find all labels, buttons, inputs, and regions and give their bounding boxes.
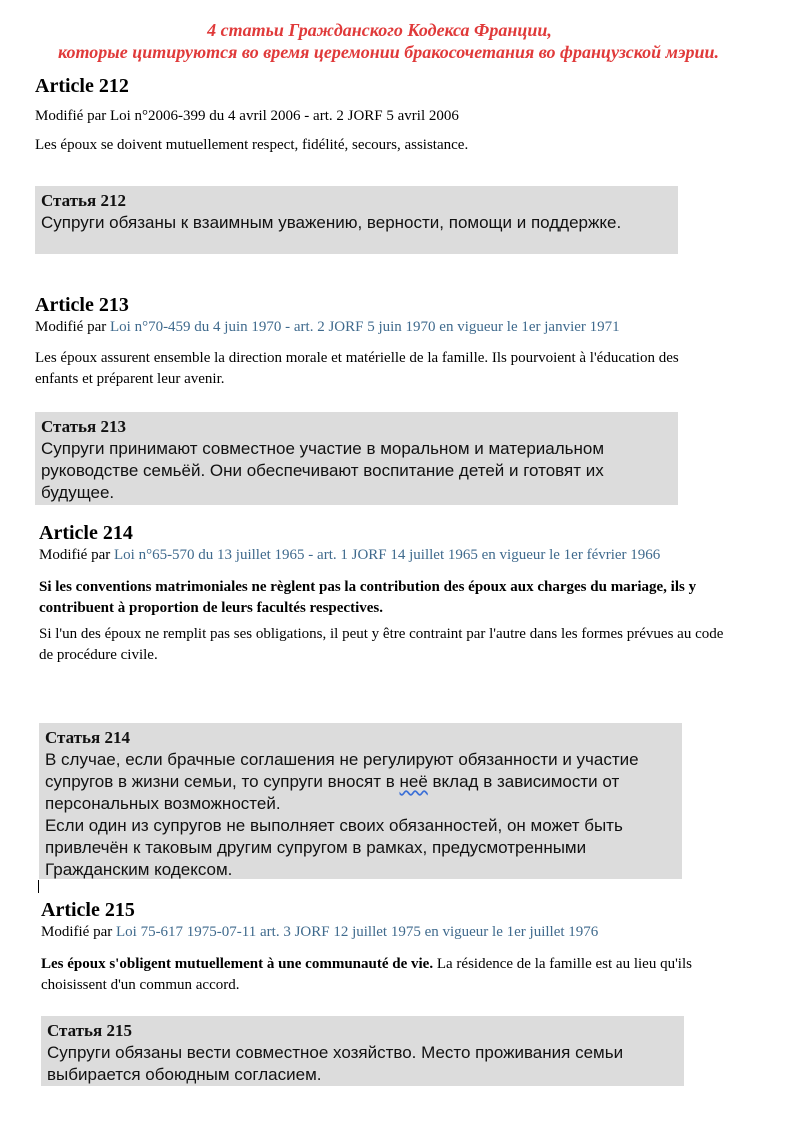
header-line-1: 4 статьи Гражданского Кодекса Франции, [207,20,552,40]
header-line-2: которые цитируются во время церемонии бракосочетания во французской мэрии. [58,42,719,62]
modif-prefix: Modifié par [41,924,116,940]
article-title: Article 215 [41,899,135,921]
article-215-section [41,898,731,996]
modif-prefix: Modifié par [39,547,114,563]
article-212-section [35,74,735,156]
modif-prefix: Modifié par [35,319,110,335]
article-text: Les époux assurent ensemble la direction morale et matérielle de la famille. Ils pourvoient à l'éducation des enfants et préparent leur avenir. [35,350,679,387]
modification-note [35,317,735,338]
russian-text-b: вклад в зависимости от персональных возможностей. [45,772,620,813]
russian-title: Статья 212 [41,191,126,210]
law-link[interactable]: Loi n°65-570 du 13 juillet 1965 - art. 1 JORF 14 juillet 1965 en vigueur le 1er février 1966 [113,547,661,563]
article-214-section [39,521,729,666]
article-text-bold: Si les conventions matrimoniales ne règlent pas la contribution des époux aux charges du mariage, ils y contribuent à proportion de leurs facultés respectives. [39,579,697,616]
article-text-bold: Les époux s'obligent mutuellement à une communauté de vie. [41,956,434,972]
russian-translation-214 [39,723,682,879]
russian-title: Статья 213 [41,417,126,436]
article-text: Si l'un des époux ne remplit pas ses obligations, il peut y être contraint par l'autre dans les formes prévues au code de procédure civile. [39,626,724,663]
article-title: Article 212 [35,75,129,97]
law-link[interactable]: Loi n°70-459 du 4 juin 1970 - art. 2 JORF 5 juin 1970 en vigueur le 1er janvier 1971 [109,319,620,335]
modification-note [39,545,729,566]
article-title: Article 214 [39,522,133,544]
text-cursor [38,880,39,893]
article-text-rest: La résidence de la famille est au lieu qu'ils choisissent d'un commun accord. [41,956,692,993]
russian-text-c: Если один из супругов не выполняет своих обязанностей, он может быть привлечён к таковым другим супругом в рамках, предусмотренными Гражданским кодексом. [45,816,623,879]
article-title: Article 213 [35,294,129,316]
russian-text: Супруги обязаны вести совместное хозяйство. Место проживания семьи выбирается обоюдным согласием. [47,1043,624,1084]
russian-text: Супруги принимают совместное участие в моральном и материальном руководстве семьёй. Они обеспечивают воспитание детей и готовят их будущее. [41,439,605,502]
russian-title: Статья 214 [45,728,130,747]
russian-text-a: В случае, если брачные соглашения не регулируют обязанности и участие супругов в жизни семьи, то супруги вносят в [45,750,639,791]
spellcheck-word: неё [399,772,428,791]
russian-translation-215 [41,1016,684,1086]
article-text: Les époux se doivent mutuellement respect, fidélité, secours, assistance. [35,137,469,153]
russian-text: Супруги обязаны к взаимным уважению, верности, помощи и поддержке. [41,213,622,232]
article-text [41,954,731,996]
modification-note [41,922,731,943]
russian-title: Статья 215 [47,1021,132,1040]
law-link[interactable]: Loi 75-617 1975-07-11 art. 3 JORF 12 juillet 1975 en vigueur le 1er juillet 1976 [115,924,599,940]
article-213-section [35,293,735,390]
modification-note: Modifié par Loi n°2006-399 du 4 avril 2006 - art. 2 JORF 5 avril 2006 [35,108,459,124]
russian-translation-212 [35,186,678,254]
russian-translation-213 [35,412,678,505]
